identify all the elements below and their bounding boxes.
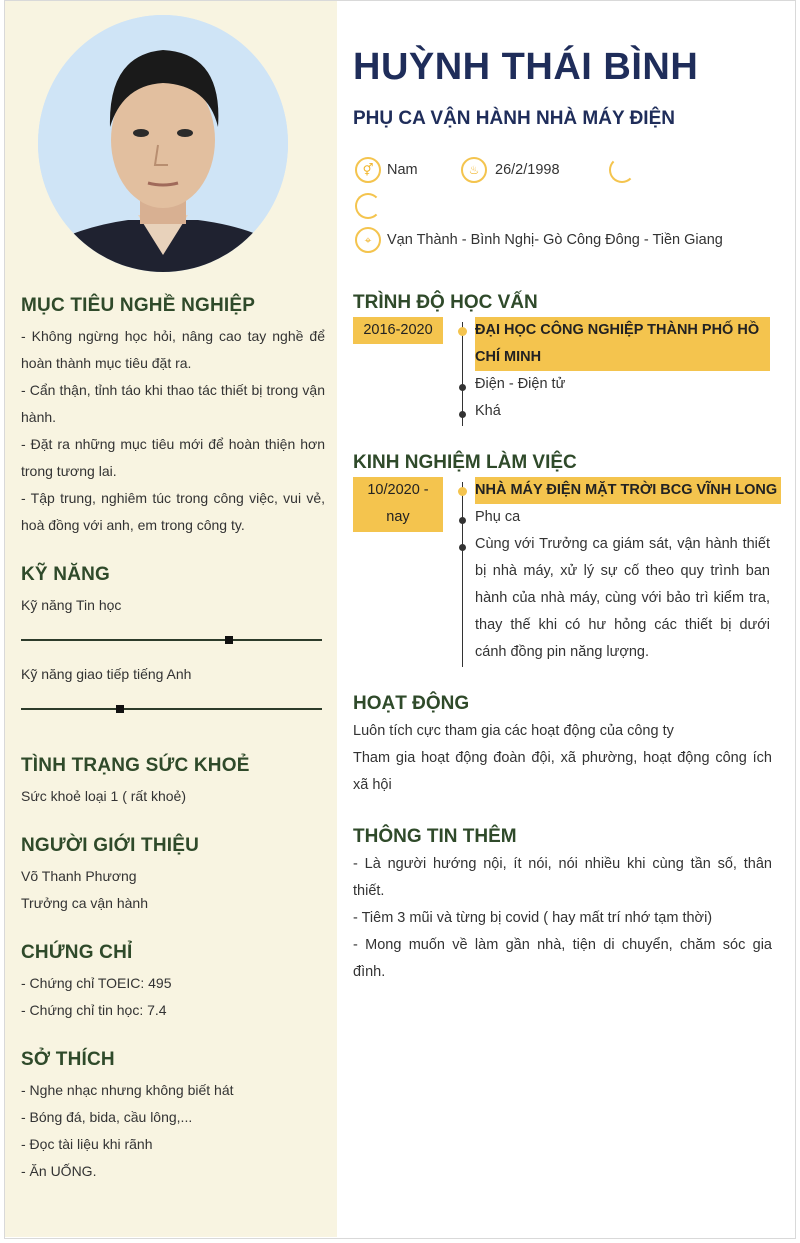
objective-line: hoà đồng với anh, em trong công ty.	[21, 517, 245, 533]
objective-line: hoàn thành mục tiêu đặt ra.	[21, 355, 192, 371]
cert-item: - Chứng chỉ tin học: 7.4	[21, 1002, 167, 1018]
referee-name: Võ Thanh Phương	[21, 868, 137, 884]
timeline-dot	[458, 487, 467, 496]
education-heading: TRÌNH ĐỘ HỌC VẤN	[353, 292, 538, 313]
education-period: 2016-2020	[353, 317, 443, 344]
extra-line: - Là người hướng nội, ít nói, nói nhiều khi cùng tần số, thân	[353, 856, 772, 872]
hobby-item: - Ăn UỐNG.	[21, 1163, 97, 1179]
experience-period	[353, 477, 443, 532]
extra-line: thiết.	[353, 883, 385, 899]
hobby-item: - Nghe nhạc nhưng không biết hát	[21, 1082, 234, 1098]
job-title: PHỤ CA VẬN HÀNH NHÀ MÁY ĐIỆN	[353, 108, 675, 129]
experience-timeline	[462, 482, 463, 667]
email-icon	[355, 193, 381, 219]
experience-desc-line: bị nhà máy, xử lý sự cố theo quy trình ban	[475, 563, 770, 579]
activity-line: Tham gia hoạt động đoàn đội, xã phường, hoạt động công ích	[353, 750, 772, 766]
experience-desc-line: cánh đồng pin năng lượng.	[475, 644, 650, 660]
activities-text	[353, 718, 772, 799]
timeline-dot	[459, 517, 466, 524]
experience-period-line: nay	[386, 509, 410, 525]
birthday-cake-icon: ♨	[461, 157, 487, 183]
location-pin-icon: ⌖	[355, 227, 381, 253]
experience-position: Phụ ca	[475, 509, 521, 525]
objective-line: - Đặt ra những mục tiêu mới để hoàn thiện hơn	[21, 436, 325, 452]
cert-item: - Chứng chỉ TOEIC: 495	[21, 975, 172, 991]
health-heading: TÌNH TRẠNG SỨC KHOẺ	[21, 755, 250, 776]
hobby-item: - Bóng đá, bida, cầu lông,...	[21, 1109, 193, 1125]
activity-line: xã hội	[353, 777, 392, 793]
hobby-item: - Đọc tài liệu khi rãnh	[21, 1136, 153, 1152]
school-name	[475, 317, 770, 371]
skill-bar	[21, 708, 322, 710]
experience-description	[475, 531, 770, 666]
extra-info-text	[353, 851, 772, 986]
experience-heading: KINH NGHIỆM LÀM VIỆC	[353, 452, 577, 473]
school-name-line: ĐẠI HỌC CÔNG NGHIỆP THÀNH PHỐ HỒ	[475, 322, 760, 338]
objective-line: - Tập trung, nghiêm túc trong công việc, vui vẻ,	[21, 490, 325, 506]
education-major: Điện - Điện tử	[475, 376, 566, 392]
timeline-dot	[459, 411, 466, 418]
phone-icon	[609, 157, 635, 183]
education-grade: Khá	[475, 403, 501, 419]
activities-heading: HOẠT ĐỘNG	[353, 693, 470, 714]
certs-heading: CHỨNG CHỈ	[21, 942, 133, 963]
skills-heading: KỸ NĂNG	[21, 564, 111, 585]
health-text: Sức khoẻ loại 1 ( rất khoẻ)	[21, 788, 187, 804]
profile-photo	[38, 15, 288, 272]
activity-line: Luôn tích cực tham gia các hoạt động của công ty	[353, 723, 674, 739]
address-value: Vạn Thành - Bình Nghị- Gò Công Đông - Tiền Giang	[387, 232, 723, 248]
referee-heading: NGƯỜI GIỚI THIỆU	[21, 835, 200, 856]
extra-line: - Tiêm 3 mũi và từng bị covid ( hay mất trí nhớ tạm thời)	[353, 910, 713, 926]
timeline-dot	[459, 544, 466, 551]
extra-line: đình.	[353, 964, 386, 980]
dob-value: 26/2/1998	[495, 162, 560, 178]
objective-line: trong tương lai.	[21, 463, 117, 479]
candidate-name: HUỲNH THÁI BÌNH	[353, 46, 699, 88]
extra-line: - Mong muốn về làm gần nhà, tiện di chuyển, chăm sóc gia	[353, 937, 772, 953]
skill-label: Kỹ năng giao tiếp tiếng Anh	[21, 666, 192, 682]
skill-label: Kỹ năng Tin học	[21, 597, 122, 613]
gender-icon: ⚥	[355, 157, 381, 183]
experience-period-line: 10/2020 -	[367, 482, 429, 498]
objective-line: - Cẩn thận, tỉnh táo khi thao tác thiết bị trong vận	[21, 382, 325, 398]
gender-value: Nam	[387, 162, 418, 178]
skill-level-marker	[225, 636, 233, 644]
objective-line: - Không ngừng học hỏi, nâng cao tay nghề để	[21, 328, 325, 344]
experience-desc-line: thay thế khi có hư hỏng các thiết bị dưới	[475, 617, 770, 633]
timeline-dot	[458, 327, 467, 336]
objective-heading: MỤC TIÊU NGHỀ NGHIỆP	[21, 295, 256, 316]
objective-text	[21, 323, 325, 539]
objective-line: hành.	[21, 409, 57, 425]
timeline-dot	[459, 384, 466, 391]
hobbies-heading: SỞ THÍCH	[21, 1049, 115, 1070]
school-name-line: CHÍ MINH	[475, 349, 542, 365]
referee-position: Trưởng ca vận hành	[21, 895, 148, 911]
skill-level-marker	[116, 705, 124, 713]
extra-info-heading: THÔNG TIN THÊM	[353, 826, 517, 847]
skill-bar	[21, 639, 322, 641]
company-name: NHÀ MÁY ĐIỆN MẶT TRỜI BCG VĨNH LONG	[475, 477, 781, 504]
experience-desc-line: Cùng với Trưởng ca giám sát, vận hành thiết	[475, 536, 770, 552]
experience-desc-line: hành của nhà máy, cùng với bảo trì kiểm tra,	[475, 590, 770, 606]
